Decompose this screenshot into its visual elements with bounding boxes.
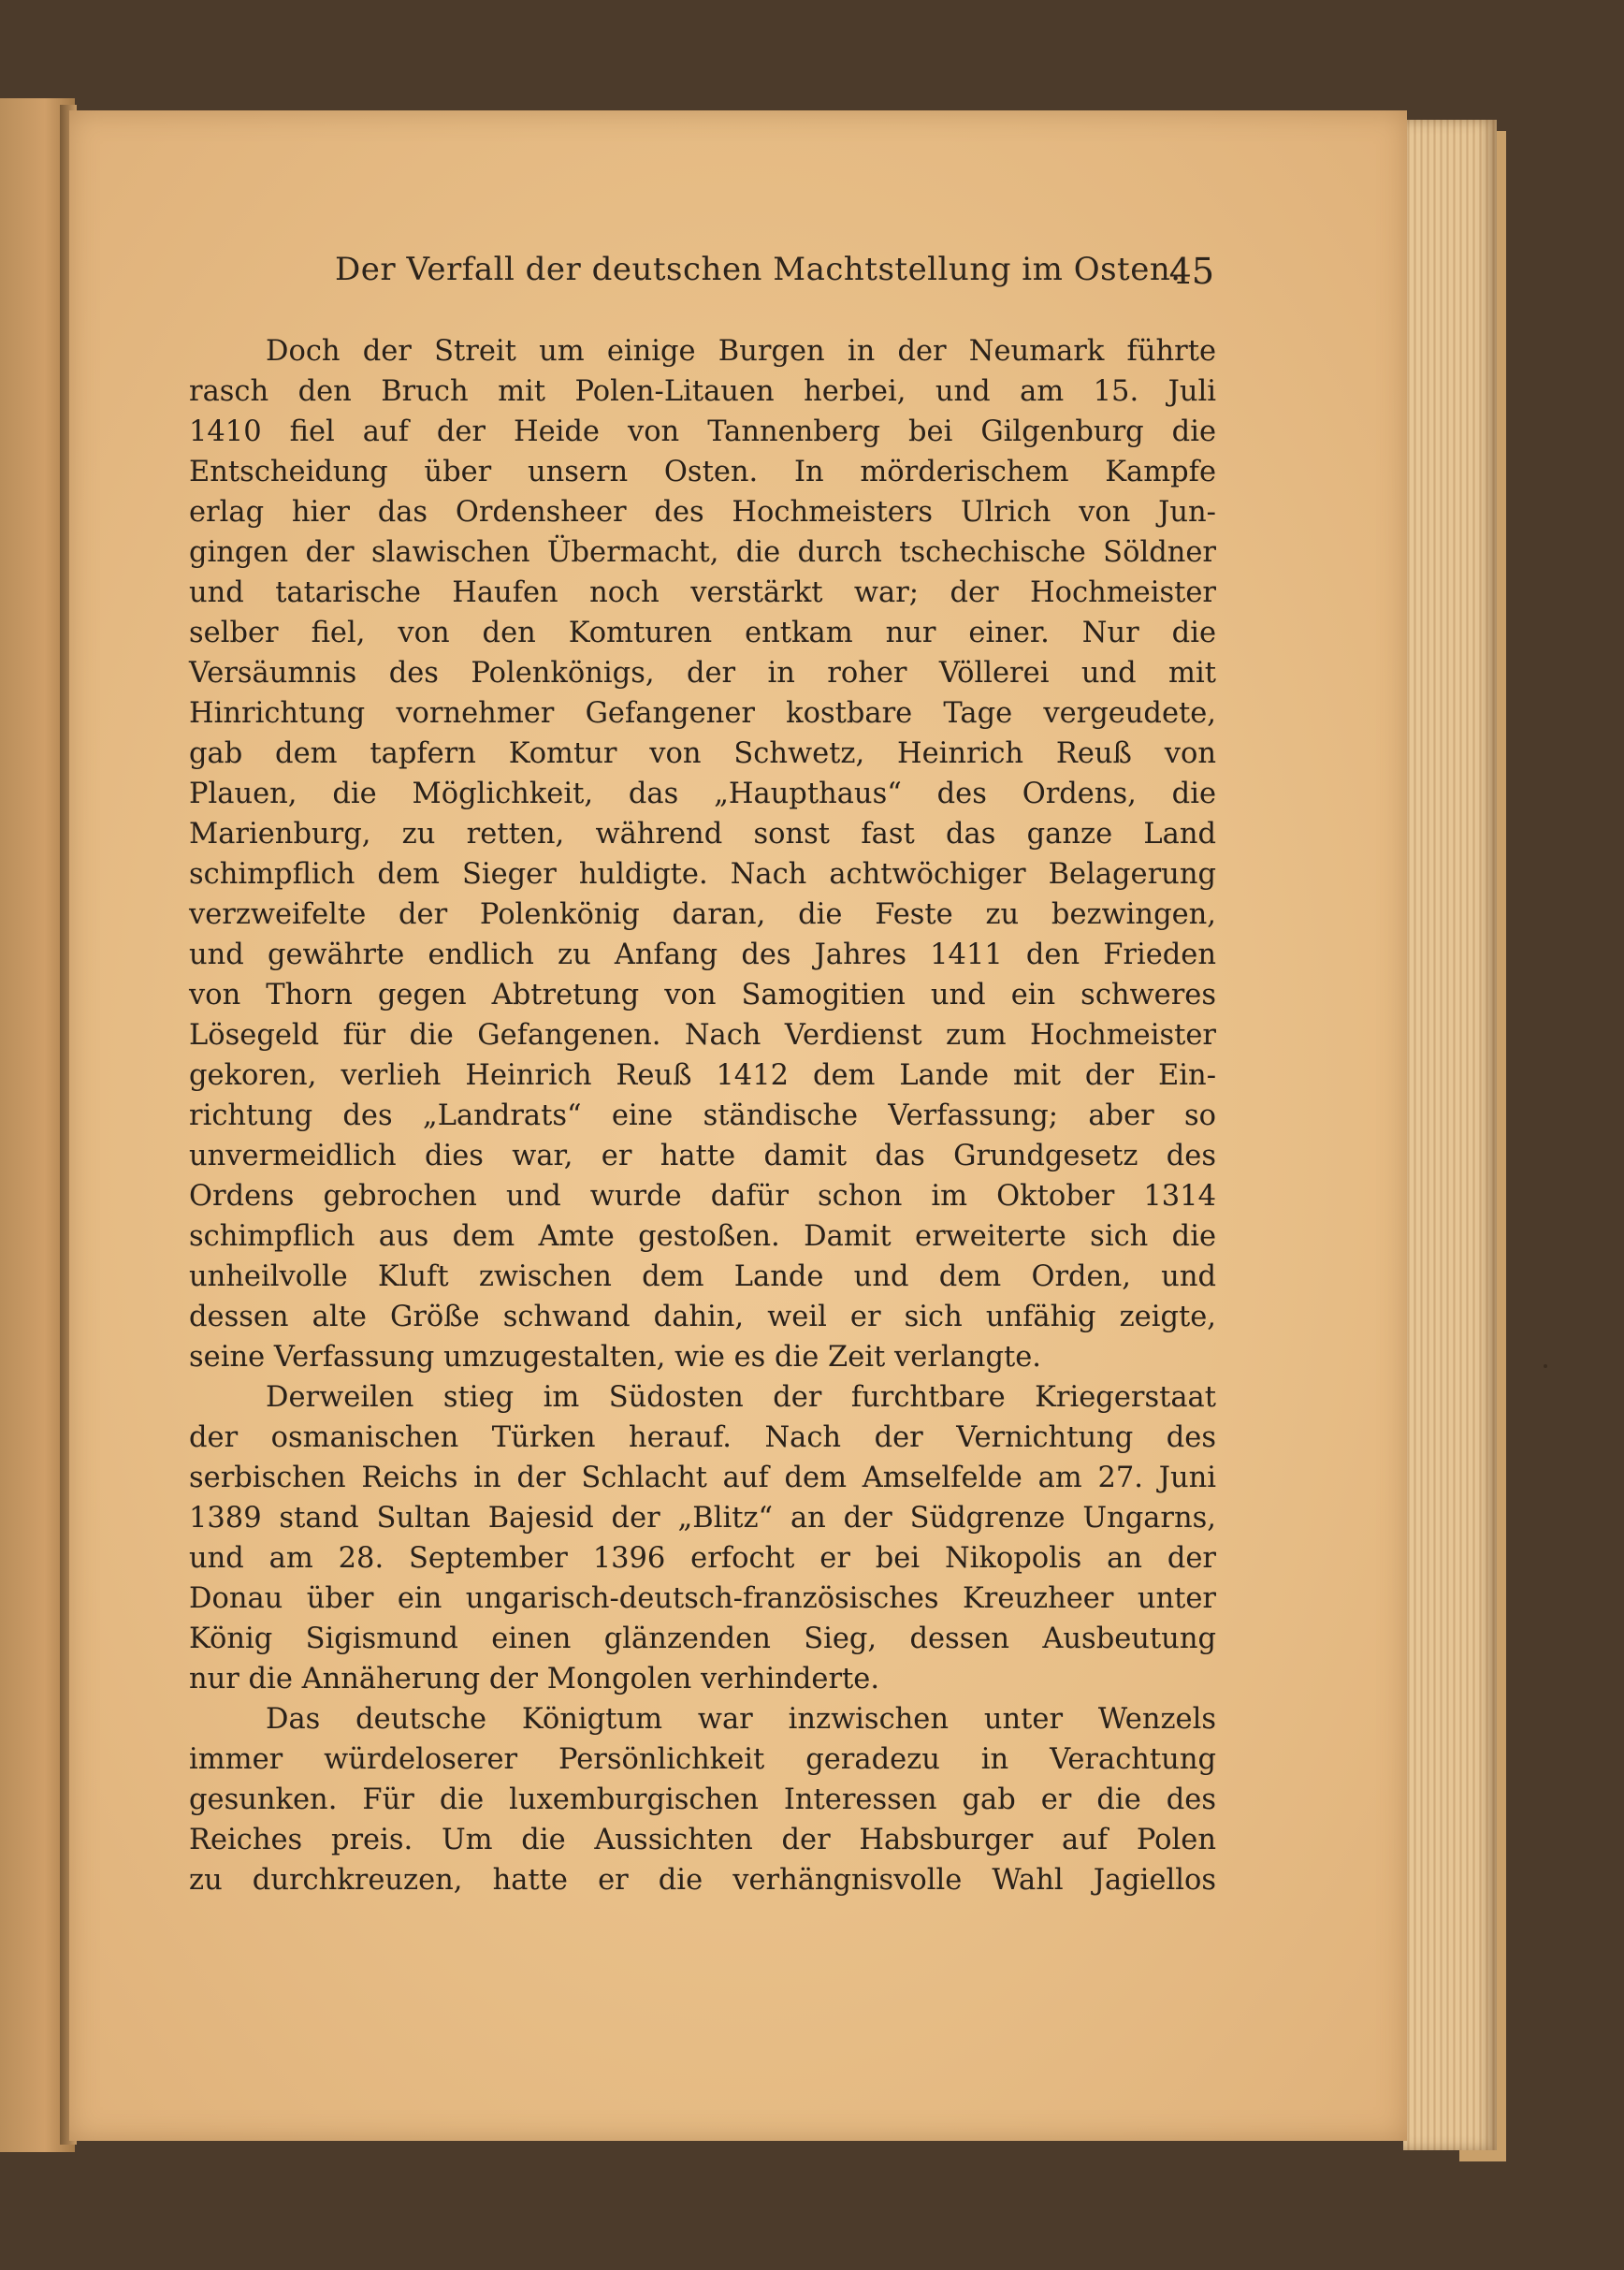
text-line: Marienburg, zu retten, während sonst fast das ganze Land (189, 818, 1216, 851)
text-line: immer würdeloserer Persönlichkeit geradezu in Verachtung (189, 1743, 1216, 1776)
text-line: zu durchkreuzen, hatte er die verhängnisvolle Wahl Jagiellos (189, 1864, 1216, 1897)
text-line: der osmanischen Türken herauf. Nach der Vernichtung des (189, 1421, 1216, 1454)
text-line: und am 28. September 1396 erfocht er bei Nikopolis an der (189, 1542, 1216, 1575)
text-line: Reiches preis. Um die Aussichten der Habsburger auf Polen (189, 1824, 1216, 1856)
text-line: unheilvolle Kluft zwischen dem Lande und dem Orden, und (189, 1260, 1216, 1293)
page-header (195, 251, 1214, 296)
text-line: und gewährte endlich zu Anfang des Jahres 1411 den Frieden (189, 939, 1216, 971)
text-line: König Sigismund einen glänzenden Sieg, dessen Ausbeutung (189, 1622, 1216, 1655)
text-line: 1410 fiel auf der Heide von Tannenberg bei Gilgenburg die (189, 415, 1216, 448)
text-line: erlag hier das Ordensheer des Hochmeisters Ulrich von Jun- (189, 496, 1216, 529)
running-title: Der Verfall der deutschen Machtstellung im Osten. (335, 251, 1182, 288)
text-line: Lösegeld für die Gefangenen. Nach Verdienst zum Hochmeister (189, 1019, 1216, 1052)
text-line: schimpflich aus dem Amte gestoßen. Damit erweiterte sich die (189, 1220, 1216, 1253)
text-line: rasch den Bruch mit Polen-Litauen herbei, und am 15. Juli (189, 375, 1216, 408)
text-line: verzweifelte der Polenkönig daran, die Feste zu bezwingen, (189, 898, 1216, 931)
text-line: unvermeidlich dies war, er hatte damit das Grundgesetz des (189, 1140, 1216, 1172)
text-line: schimpflich dem Sieger huldigte. Nach achtwöchiger Belagerung (189, 858, 1216, 891)
page-block-edges (1403, 120, 1497, 2150)
text-line: Donau über ein ungarisch-deutsch-französisches Kreuzheer unter (189, 1582, 1216, 1615)
text-line: dessen alte Größe schwand dahin, weil er sich unfähig zeigte, (189, 1301, 1216, 1333)
text-line: seine Verfassung umzugestalten, wie es die Zeit verlangte. (189, 1341, 1041, 1374)
text-line: serbischen Reichs in der Schlacht auf dem Amselfelde am 27. Juni (189, 1462, 1216, 1494)
text-line: Derweilen stieg im Südosten der furchtbare Kriegerstaat (266, 1381, 1216, 1414)
text-line: gingen der slawischen Übermacht, die durch tschechische Söldner (189, 536, 1216, 569)
text-line: gab dem tapfern Komtur von Schwetz, Heinrich Reuß von (189, 737, 1216, 770)
text-line: 1389 stand Sultan Bajesid der „Blitz“ an der Südgrenze Ungarns, (189, 1502, 1216, 1535)
text-line: Entscheidung über unsern Osten. In mörderischem Kampfe (189, 456, 1216, 488)
text-line: selber fiel, von den Komturen entkam nur einer. Nur die (189, 617, 1216, 649)
text-line: nur die Annäherung der Mongolen verhinderte. (189, 1663, 880, 1695)
text-line: Doch der Streit um einige Burgen in der Neumark führte (266, 335, 1216, 368)
text-line: Hinrichtung vornehmer Gefangener kostbare Tage vergeudete, (189, 697, 1216, 730)
text-line: gesunken. Für die luxemburgischen Interessen gab er die des (189, 1783, 1216, 1816)
text-line: von Thorn gegen Abtretung von Samogitien und ein schweres (189, 979, 1216, 1011)
text-line: Ordens gebrochen und wurde dafür schon im Oktober 1314 (189, 1180, 1216, 1213)
text-line: Plauen, die Möglichkeit, das „Haupthaus“ des Ordens, die (189, 778, 1216, 810)
text-line: gekoren, verlieh Heinrich Reuß 1412 dem Lande mit der Ein- (189, 1059, 1216, 1092)
body-text (189, 331, 1216, 1900)
dust-speck (1544, 1364, 1547, 1368)
text-line: und tatarische Haufen noch verstärkt war; der Hochmeister (189, 576, 1216, 609)
page-number: 45 (1168, 251, 1214, 292)
text-line: richtung des „Landrats“ eine ständische Verfassung; aber so (189, 1099, 1216, 1132)
text-line: Das deutsche Königtum war inzwischen unter Wenzels (266, 1703, 1216, 1736)
text-line: Versäumnis des Polenkönigs, der in roher Völlerei und mit (189, 657, 1216, 690)
